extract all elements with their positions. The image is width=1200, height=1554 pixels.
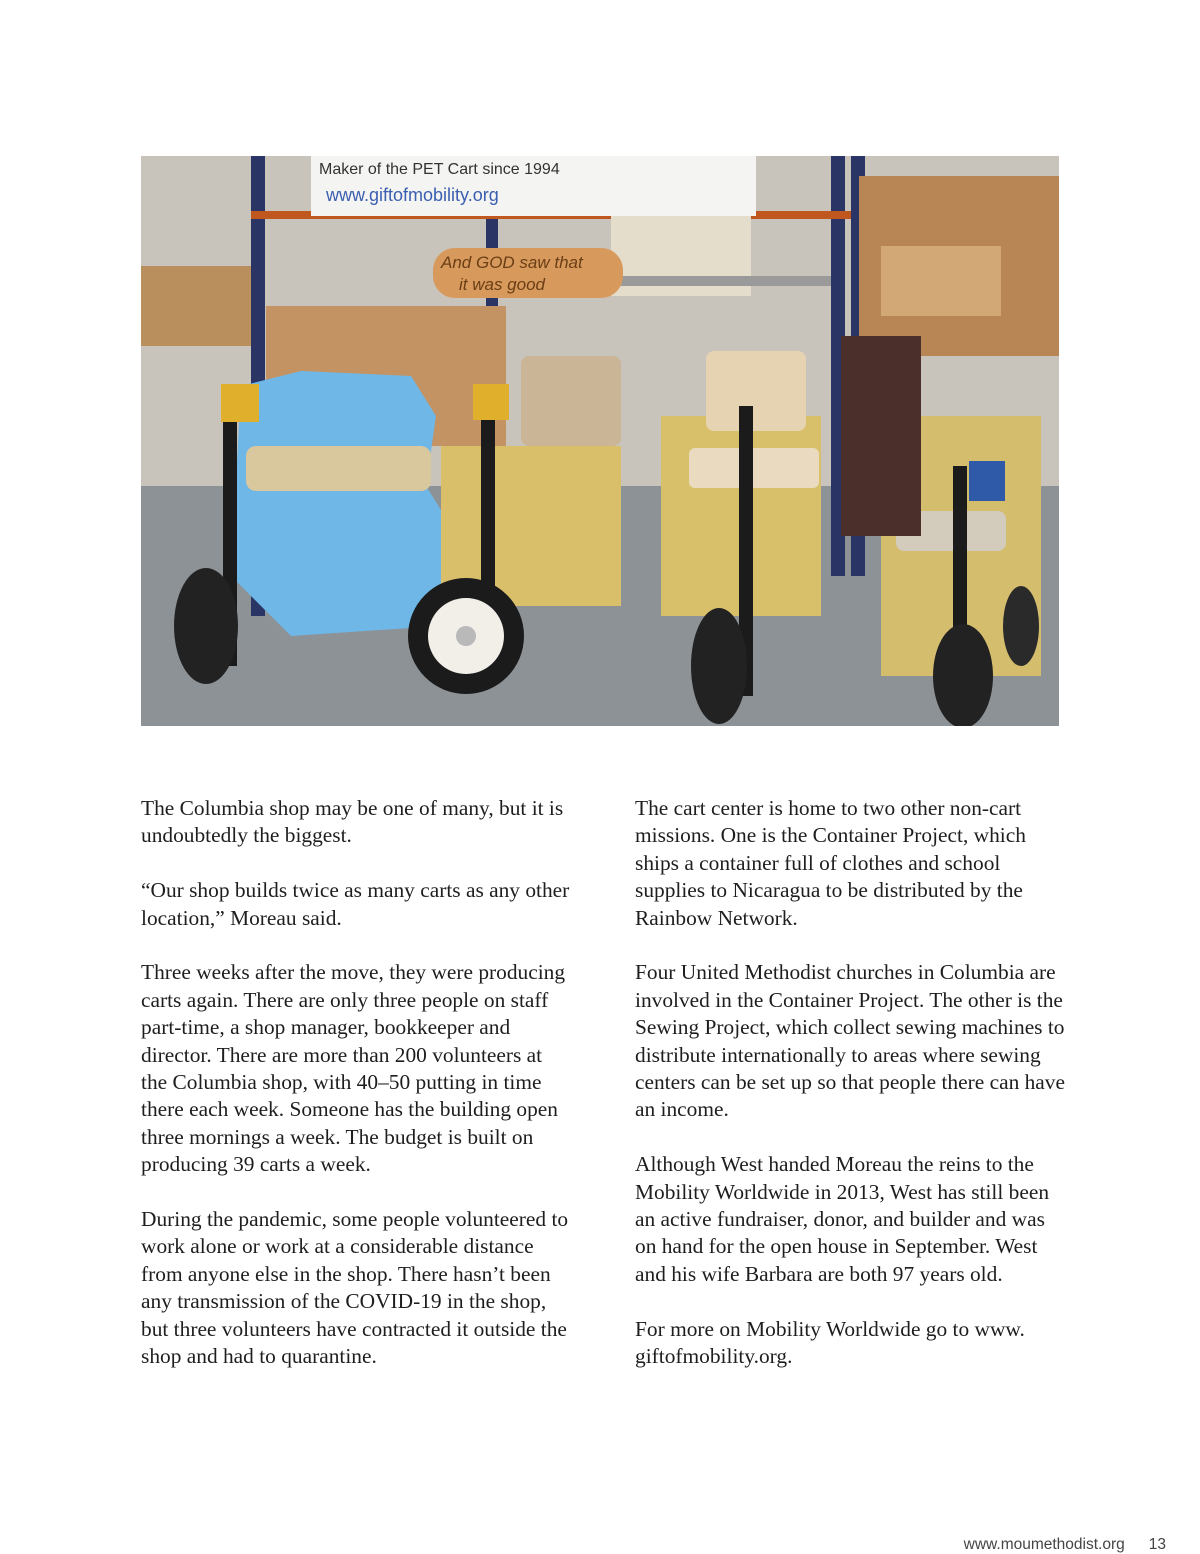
paragraph: Three weeks after the move, they were producing carts again. There are only three people on staff part-time, a shop manager, bookkeeper and director. There are more than 200 volunteers at the Columbia shop, with 40–50 putting in time there each week. Someone has the building open three mornings a week. The budget is built on producing 39 carts a week.: [141, 960, 566, 1177]
page-footer: [964, 1536, 1166, 1554]
paragraph: Four United Methodist churches in Columbia are involved in the Container Project. The other is the Sewing Project, which collect sewing machines to distribute internationally to areas where sewing centers can be set up so that people there can have an income.: [635, 960, 1065, 1122]
page-number: 13: [1148, 1536, 1166, 1553]
paragraph: The cart center is home to two other non-cart missions. One is the Container Project, which ships a container full of clothes and school supplies to Nicaragua to be distributed by the Rainbow Network.: [635, 796, 1026, 930]
paragraph: For more on Mobility Worldwide go to www. giftofmobility.org.: [635, 1316, 1025, 1369]
left-text-column: [141, 795, 573, 1398]
wood-sign-line2: it was good: [459, 275, 545, 294]
paragraph: The Columbia shop may be one of many, but it is undoubtedly the biggest.: [141, 796, 564, 848]
paragraph: During the pandemic, some people volunteered to work alone or work at a considerable distance from anyone else in the shop. There hasn’t been any transmission of the COVID-19 in the shop, but three volunteers have contracted it outside the shop and had to quarantine.: [141, 1207, 569, 1369]
workshop-photo: [141, 156, 1059, 726]
banner-line2: www.giftofmobility.org: [326, 185, 499, 205]
footer-website-link[interactable]: www.moumethodist.org: [963, 1536, 1125, 1553]
paragraph: Although West handed Moreau the reins to the Mobility Worldwide in 2013, West has still been an active fundraiser, donor, and builder and was on hand for the open house in September. West and his wife Barbara are both 97 years old.: [635, 1152, 1050, 1286]
banner-line1: Maker of the PET Cart since 1994: [319, 161, 560, 178]
paragraph: “Our shop builds twice as many carts as any other location,” Moreau said.: [141, 878, 570, 930]
right-text-column: [635, 795, 1065, 1398]
workshop-photo-illustration: [141, 156, 1059, 726]
wood-sign-line1: And GOD saw that: [441, 253, 583, 272]
